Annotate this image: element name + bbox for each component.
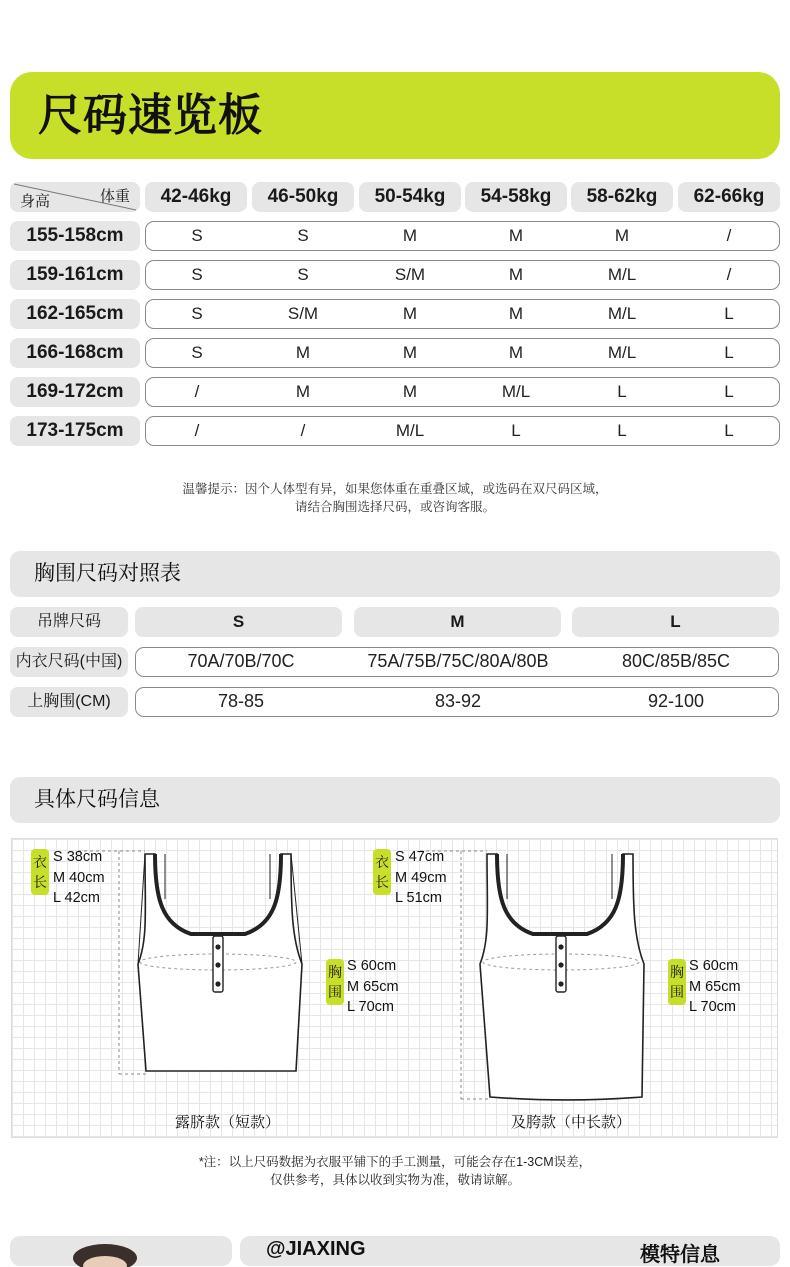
height-label: 159-161cm: [10, 260, 140, 290]
size-cell: M: [402, 343, 418, 362]
measurement: L 42cm: [53, 890, 101, 906]
size-cell: M: [402, 304, 418, 323]
size-cell: L: [724, 304, 734, 323]
height-label: 169-172cm: [10, 377, 140, 407]
size-cell: M: [614, 226, 630, 245]
measurement: L 51cm: [395, 890, 443, 906]
model-info-strip: [240, 1236, 780, 1266]
weight-header: 54-58kg: [465, 182, 567, 212]
size-cell: M: [402, 226, 418, 245]
tag-char: 围: [670, 984, 684, 1000]
bust-cm-row: [135, 687, 779, 717]
size-cell: M/L: [395, 421, 425, 440]
measurement: M 65cm: [689, 978, 741, 995]
length-tag: [31, 849, 49, 895]
size-cell: L: [724, 421, 734, 440]
measurement: M 65cm: [347, 978, 399, 995]
size-row: [145, 221, 780, 251]
weight-header: 62-66kg: [678, 182, 780, 212]
size-row: [145, 299, 780, 329]
measurement: S 60cm: [347, 958, 397, 974]
bra-size-label: 内衣尺码(中国): [10, 647, 128, 677]
size-cell: S: [191, 304, 203, 323]
size-cell: /: [726, 265, 732, 284]
length-measurements: [395, 847, 447, 909]
tag-size-label: 吊牌尺码: [10, 607, 128, 637]
bust-cm-cell: 78-85: [217, 691, 265, 711]
size-cell: S: [191, 265, 203, 284]
size-cell: L: [724, 382, 734, 401]
section-header-details: [10, 777, 780, 823]
length-measurements: [53, 847, 105, 909]
bust-measurements: [689, 956, 741, 1018]
brand-handle: @JIAXING: [266, 1238, 366, 1260]
garment-diagram-panel: [11, 838, 778, 1138]
tag-char: 衣: [375, 854, 389, 870]
size-cell: L: [724, 343, 734, 362]
size-cell: M: [508, 265, 524, 284]
size-cell: L: [617, 382, 627, 401]
bra-size-cell: 80C/85B/85C: [621, 651, 731, 671]
measurement: S 60cm: [689, 958, 739, 974]
weight-header: 46-50kg: [252, 182, 354, 212]
weight-header: 58-62kg: [571, 182, 673, 212]
long-tank-illustration: [420, 851, 644, 1100]
short-tank-illustration: [78, 851, 302, 1074]
bust-cm-cell: 83-92: [434, 691, 482, 711]
bust-tag: [326, 959, 344, 1005]
height-label: 155-158cm: [10, 221, 140, 251]
size-row: [145, 338, 780, 368]
bust-tag: [668, 959, 686, 1005]
tag-char: 长: [33, 874, 47, 890]
tag-char: 胸: [328, 964, 342, 980]
size-cell: M: [295, 343, 311, 362]
size-cell: M/L: [607, 343, 637, 362]
size-cell: /: [726, 226, 732, 245]
measurement-note-line: 仅供参考，具体以收到实物为准，敬请谅解。: [269, 1173, 520, 1187]
measurement: L 70cm: [347, 999, 395, 1015]
measurement-note-line: *注：以上尺码数据为衣服平铺下的手工测量，可能会存在1-3CM误差，: [198, 1155, 592, 1169]
size-cell: S: [297, 265, 309, 284]
size-cell: S/M: [394, 265, 426, 284]
section-title: 具体尺码信息: [34, 788, 160, 811]
size-cell: M: [402, 382, 418, 401]
tag-char: 围: [328, 984, 342, 1000]
size-cell: M: [508, 343, 524, 362]
measurement: S 38cm: [53, 849, 103, 865]
size-tip-line: 温馨提示：因个人体型有异，如果您体重在重叠区域，或选码在双尺码区域，: [182, 482, 608, 496]
bust-cm-label: 上胸围(CM): [10, 687, 128, 717]
long-style-caption: 及胯款（中长款）: [511, 1114, 632, 1131]
size-row: [145, 260, 780, 290]
size-column-header: M: [354, 607, 561, 637]
size-column-header: L: [572, 607, 779, 637]
length-tag: [373, 849, 391, 895]
size-cell: S: [297, 226, 309, 245]
section-header-bust-chart: [10, 551, 780, 597]
height-label: 162-165cm: [10, 299, 140, 329]
size-row: [145, 377, 780, 407]
measurement: M 49cm: [395, 869, 447, 886]
weight-header: 50-54kg: [359, 182, 461, 212]
tag-char: 衣: [33, 854, 47, 870]
corner-weight-label: 体重: [99, 188, 130, 205]
bust-measurements: [347, 956, 399, 1018]
bra-size-cell: 75A/75B/75C/80A/80B: [367, 651, 549, 671]
size-cell: /: [194, 421, 200, 440]
height-label: 166-168cm: [10, 338, 140, 368]
bra-size-row: [135, 647, 779, 677]
model-photo: [10, 1236, 232, 1266]
size-cell: /: [300, 421, 306, 440]
size-tip-line: 请结合胸围选择尺码，或咨询客服。: [294, 500, 495, 514]
title-banner: [10, 72, 780, 159]
size-cell: S: [191, 343, 203, 362]
measurement: S 47cm: [395, 849, 445, 865]
size-cell: S/M: [287, 304, 319, 323]
size-cell: M/L: [501, 382, 531, 401]
section-title: 胸围尺码对照表: [34, 562, 181, 585]
size-cell: M: [295, 382, 311, 401]
measurement: M 40cm: [53, 869, 105, 886]
size-guide-corner: [10, 182, 140, 212]
page-title: 尺码速览板: [38, 90, 263, 141]
size-column-header: S: [135, 607, 342, 637]
height-label: 173-175cm: [10, 416, 140, 446]
size-cell: L: [617, 421, 627, 440]
size-cell: /: [194, 382, 200, 401]
model-photo-strip: [10, 1236, 232, 1266]
size-cell: M/L: [607, 304, 637, 323]
tag-char: 长: [375, 874, 389, 890]
corner-height-label: 身高: [20, 193, 51, 210]
size-row: [145, 416, 780, 446]
size-cell: M: [508, 304, 524, 323]
weight-header: 42-46kg: [145, 182, 247, 212]
size-cell: L: [511, 421, 521, 440]
model-info-title: 模特信息: [640, 1244, 720, 1266]
size-cell: M: [508, 226, 524, 245]
measurement: L 70cm: [689, 999, 737, 1015]
bra-size-cell: 70A/70B/70C: [187, 651, 295, 671]
size-cell: M/L: [607, 265, 637, 284]
bust-cm-cell: 92-100: [647, 691, 705, 711]
size-cell: S: [191, 226, 203, 245]
short-style-caption: 露脐款（短款）: [175, 1114, 281, 1131]
tag-char: 胸: [670, 964, 684, 980]
